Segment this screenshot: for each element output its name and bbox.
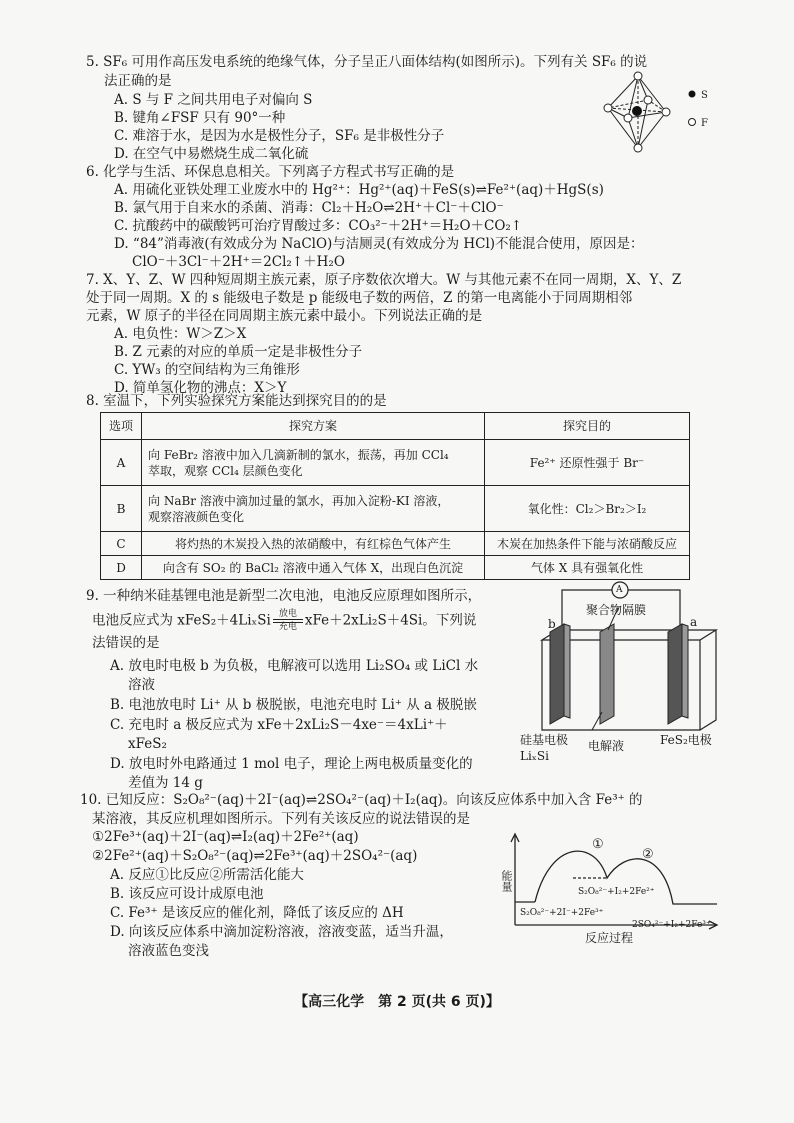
q6-stem: 6. 化学与生活、环保息息相关。下列离子方程式书写正确的是 xyxy=(86,164,455,180)
q9-option-c-line2: xFeS₂ xyxy=(128,736,167,752)
table-cell-plan xyxy=(142,486,485,532)
table-cell-option: D xyxy=(101,556,142,580)
plan-line: 观察溶液颜色变化 xyxy=(148,509,245,524)
table-cell-plan: 将灼热的木炭投入热的浓硝酸中，有红棕色气体产生 xyxy=(142,532,485,556)
q10-option-d-line1: D. 向该反应体系中滴加淀粉溶液，溶液变蓝，适当升温， xyxy=(110,924,453,940)
legend-f-label: F xyxy=(701,118,708,129)
table-row xyxy=(101,556,690,580)
table-cell-goal: Fe²⁺ 还原性强于 Br⁻ xyxy=(485,440,690,486)
electrode-b-label: b xyxy=(548,617,556,631)
table-header-row xyxy=(101,413,690,440)
q9-option-b: B. 电池放电时 Li⁺ 从 b 极脱嵌，电池充电时 Li⁺ 从 a 极脱嵌 xyxy=(110,697,477,713)
peak-2-label: ② xyxy=(642,847,654,862)
q10-option-b: B. 该反应可设计成原电池 xyxy=(110,886,264,902)
q10-stem-line2: 某溶液，其反应机理如图所示。下列有关该反应的说法错误的是 xyxy=(92,811,470,827)
q5-stem-line1: 5. SF₆ 可用作高压发电系统的绝缘气体，分子呈正八面体结构(如图所示)。下列有关 SF₆ 的说 xyxy=(86,54,648,70)
plan-line: 向 NaBr 溶液中滴加过量的氯水，再加入淀粉-KI 溶液， xyxy=(148,493,450,508)
q9-stem-line2 xyxy=(92,610,476,632)
reversible-arrow xyxy=(273,610,303,632)
q5-option-d: D. 在空气中易燃烧生成二氧化硫 xyxy=(114,146,309,162)
q6-option-a: A. 用硫化亚铁处理工业废水中的 Hg²⁺：Hg²⁺(aq)＋FeS(s)⇌Fe²⁺(aq)＋HgS(s) xyxy=(114,182,604,198)
sf6-octahedron-figure xyxy=(598,70,713,154)
legend-s-label: S xyxy=(701,90,708,101)
q9-stem-line1: 9. 一种纳米硅基锂电池是新型二次电池，电池反应原理如图所示， xyxy=(86,588,482,604)
start-state-label: S₂O₈²⁻+2I⁻+2Fe³⁺ xyxy=(520,908,604,918)
q5-option-b: B. 键角∠FSF 只有 90°一种 xyxy=(114,110,286,126)
q10-option-d-line2: 溶液蓝色变浅 xyxy=(128,943,209,959)
table-cell-plan xyxy=(142,440,485,486)
q6-option-d-line2: ClO⁻＋3Cl⁻＋2H⁺＝2Cl₂↑＋H₂O xyxy=(132,254,345,270)
q7-stem-line2: 处于同一周期。X 的 s 能级电子数是 p 能级电子数的两倍，Z 的第一电离能小于同周期相邻 xyxy=(86,290,633,306)
table-cell-goal: 氧化性：Cl₂＞Br₂＞I₂ xyxy=(485,486,690,532)
q9-option-d-line2: 差值为 14 g xyxy=(128,775,203,791)
electrolyte-label: 电解液 xyxy=(588,739,625,753)
end-state-label: 2SO₄²⁻+I₂+2Fe³⁺ xyxy=(632,920,711,930)
q7-stem-line1: 7. X、Y、Z、W 四种短周期主族元素，原子序数依次增大。W 与其他元素不在同一周期，X、Y、Z xyxy=(86,272,682,288)
page-footer: 【高三化学 第 2 页(共 6 页)】 xyxy=(294,994,500,1010)
q7-stem-line3: 元素，W 原子的半径在同周期主族元素中最小。下列说法正确的是 xyxy=(86,308,483,324)
q7-option-b: B. Z 元素的对应的单质一定是非极性分子 xyxy=(114,344,363,360)
table-cell-option: C xyxy=(101,532,142,556)
q5-option-a: A. S 与 F 之间共用电子对偏向 S xyxy=(114,92,313,108)
q7-option-a: A. 电负性：W＞Z＞X xyxy=(114,326,247,342)
arrow-top-label: 放电 xyxy=(278,609,297,619)
table-cell-plan: 向含有 SO₂ 的 BaCl₂ 溶液中通入气体 X，出现白色沉淀 xyxy=(142,556,485,580)
q10-option-c: C. Fe³⁺ 是该反应的催化剂，降低了该反应的 ΔH xyxy=(110,905,404,921)
q10-option-a: A. 反应①比反应②所需活化能大 xyxy=(110,867,304,883)
q9-stem-line3: 法错误的是 xyxy=(92,635,160,651)
table-header: 探究目的 xyxy=(485,413,690,440)
q10-stem-line1: 10. 已知反应：S₂O₈²⁻(aq)＋2I⁻(aq)⇌2SO₄²⁻(aq)＋I₂(aq)。向该反应体系中加入含 Fe³⁺ 的 xyxy=(80,792,643,808)
q10-reaction-2: ②2Fe²⁺(aq)＋S₂O₈²⁻(aq)⇌2Fe³⁺(aq)＋2SO₄²⁻(aq) xyxy=(92,848,418,864)
table-header: 探究方案 xyxy=(142,413,485,440)
membrane-label: 聚合物隔膜 xyxy=(586,603,647,617)
energy-axis-label: 能量 xyxy=(500,870,513,892)
arrow-bottom-label: 充电 xyxy=(278,622,297,632)
electrode-a-label: a xyxy=(690,615,698,629)
q9-option-c-line1: C. 充电时 a 极反应式为 xFe＋2xLi₂S－4xe⁻＝4xLi⁺＋ xyxy=(110,717,448,733)
silicon-electrode-formula: LiₓSi xyxy=(520,749,549,763)
q8-experiment-table xyxy=(100,412,690,580)
table-row xyxy=(101,486,690,532)
q7-option-c: C. YW₃ 的空间结构为三角锥形 xyxy=(114,362,300,378)
intermediate-state-label: S₂O₈²⁻+I₂+2Fe²⁺ xyxy=(578,887,655,897)
q9-option-a-line2: 溶液 xyxy=(128,677,155,693)
q9-equation-left: 电池反应式为 xFeS₂＋4LiₓSi xyxy=(92,612,271,629)
fes2-electrode-label: FeS₂电极 xyxy=(660,733,712,747)
silicon-electrode-label: 硅基电极 xyxy=(520,733,569,747)
table-cell-option: B xyxy=(101,486,142,532)
q8-stem: 8. 室温下，下列实验探究方案能达到探究目的的是 xyxy=(86,393,387,409)
table-cell-goal: 木炭在加热条件下能与浓硝酸反应 xyxy=(485,532,690,556)
table-cell-goal: 气体 X 具有强氧化性 xyxy=(485,556,690,580)
q7-option-d: D. 简单氢化物的沸点：X＞Y xyxy=(114,380,287,396)
q5-stem-line2: 法正确的是 xyxy=(104,73,172,89)
q6-option-c: C. 抗酸药中的碳酸钙可治疗胃酸过多：CO₃²⁻＋2H⁺＝H₂O＋CO₂↑ xyxy=(114,218,523,234)
table-row xyxy=(101,440,690,486)
ammeter-label: A xyxy=(616,585,623,595)
plan-line: 向 FeBr₂ 溶液中加入几滴新制的氯水，振荡，再加 CCl₄ xyxy=(148,447,449,462)
q9-equation-right: xFe＋2xLi₂S＋4Si。下列说 xyxy=(304,612,477,629)
q9-option-a-line1: A. 放电时电极 b 为负极，电解液可以选用 Li₂SO₄ 或 LiCl 水 xyxy=(110,658,479,674)
q6-option-b: B. 氯气用于自来水的杀菌、消毒：Cl₂＋H₂O⇌2H⁺＋Cl⁻＋ClO⁻ xyxy=(114,200,504,216)
q5-option-c: C. 难溶于水，是因为水是极性分子，SF₆ 是非极性分子 xyxy=(114,128,445,144)
q9-option-d-line1: D. 放电时外电路通过 1 mol 电子，理论上两电极质量变化的 xyxy=(110,756,473,772)
peak-1-label: ① xyxy=(592,837,604,852)
table-row xyxy=(101,532,690,556)
q10-reaction-1: ①2Fe³⁺(aq)＋2I⁻(aq)⇌I₂(aq)＋2Fe²⁺(aq) xyxy=(92,829,359,845)
table-cell-option: A xyxy=(101,440,142,486)
q6-option-d-line1: D. “84”消毒液(有效成分为 NaClO)与洁厕灵(有效成分为 HCl)不能混合使用，原因是： xyxy=(114,236,644,252)
reaction-axis-label: 反应过程 xyxy=(585,931,634,945)
table-header: 选项 xyxy=(101,413,142,440)
plan-line: 萃取，观察 CCl₄ 层颜色变化 xyxy=(148,463,303,478)
